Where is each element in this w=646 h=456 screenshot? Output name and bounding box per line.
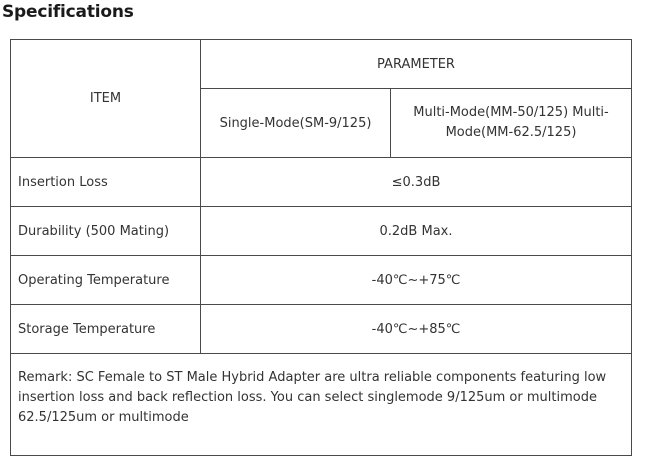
row-value: -40℃~+75℃ xyxy=(201,256,632,305)
multi-mode-header xyxy=(391,89,632,158)
remark-text: Remark: SC Female to ST Male Hybrid Adapter are ultra reliable components featuring low insertion loss and back reflection loss. You can select singlemode 9/125um or multimode 62.5/125um or multimode xyxy=(11,354,632,456)
row-value: 0.2dB Max. xyxy=(201,207,632,256)
remark-row xyxy=(11,354,632,456)
row-value: ≤0.3dB xyxy=(201,158,632,207)
single-mode-header: Single-Mode(SM-9/125) xyxy=(201,89,391,158)
row-value: -40℃~+85℃ xyxy=(201,305,632,354)
table-header-row xyxy=(11,40,632,89)
parameter-header: PARAMETER xyxy=(201,40,632,89)
multi-mode-header-text: Multi-Mode(MM-50/125) Multi-Mode(MM-62.5/125) xyxy=(413,105,609,140)
table-row xyxy=(11,305,632,354)
specifications-table xyxy=(10,39,632,456)
row-item: Insertion Loss xyxy=(11,158,201,207)
table-row xyxy=(11,256,632,305)
row-item: Durability (500 Mating) xyxy=(11,207,201,256)
row-item: Operating Temperature xyxy=(11,256,201,305)
table-row xyxy=(11,158,632,207)
page-title: Specifications xyxy=(2,2,134,22)
row-item: Storage Temperature xyxy=(11,305,201,354)
item-header: ITEM xyxy=(11,40,201,158)
table-row xyxy=(11,207,632,256)
